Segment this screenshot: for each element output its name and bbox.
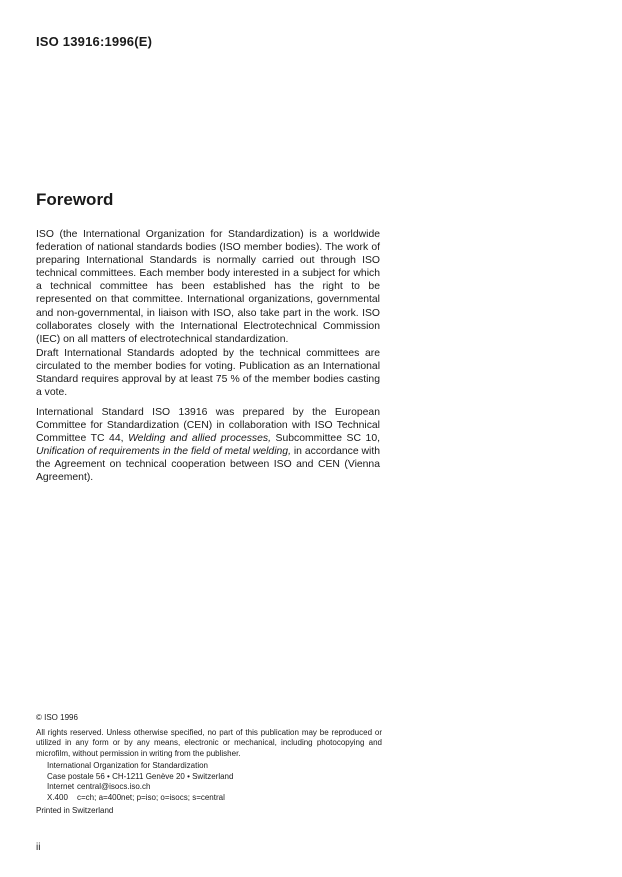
org-name: International Organization for Standardization: [47, 761, 208, 770]
foreword-paragraph-3: [36, 406, 380, 485]
x400-address: c=ch; a=400net; p=iso; o=isocs; s=central: [77, 792, 225, 802]
rights-notice: All rights reserved. Unless otherwise specified, no part of this publication may be reproduced or utilized in any form or by any means, electronic or mechanical, including photocopying and microfilm, without permission in writing from the publisher.: [36, 727, 382, 758]
copyright-line: © ISO 1996: [36, 713, 78, 722]
paragraph-3-text-a: International Standard ISO 13916 was prepared by the European Committee for Standardization (CEN) in collaboration with ISO Technical Committee TC 44,: [36, 407, 380, 445]
postal-address: Case postale 56 • CH-1211 Genève 20 • Switzerland: [47, 771, 234, 781]
internet-address: central@isocs.iso.ch: [77, 782, 151, 791]
x400-row: [47, 793, 382, 804]
copyright-block: [36, 713, 382, 817]
printed-in: Printed in Switzerland: [36, 806, 114, 815]
document-id: ISO 13916:1996(E): [36, 34, 153, 49]
tc-title: Welding and allied processes,: [128, 433, 271, 445]
publisher-address: [36, 761, 382, 803]
paragraph-3-text-b: Subcommittee SC 10,: [270, 433, 380, 445]
x400-label: X.400: [47, 792, 68, 802]
internet-label: Internet: [47, 782, 75, 791]
foreword-paragraph-2: Draft International Standards adopted by the technical committees are circulated to the member bodies for voting. Publication as an International Standard requires approval by at least 75 % of the member bodies casting a vote.: [36, 348, 380, 399]
sc-title: Unification of requirements in the field of metal welding,: [36, 446, 291, 458]
foreword-paragraph-1: ISO (the International Organization for Standardization) is a worldwide federation of national standards bodies (ISO member bodies). The work of preparing International Standards is normally carried out through ISO technical committees. Each member body interested in a subject for which a technical committee has been established has the right to be represented on that committee. International organizations, governmental and non-governmental, in liaison with ISO, also take part in the work. ISO collaborates closely with the International Electrotechnical Commission (IEC) on all matters of electrotechnical standardization.: [36, 229, 380, 345]
foreword-heading: Foreword: [36, 190, 114, 209]
paragraph-3-text-c: in accordance with the Agreement on technical cooperation between ISO and CEN (Vienna Agreement).: [36, 446, 380, 484]
internet-row: [47, 782, 382, 793]
page-number: ii: [36, 842, 41, 853]
